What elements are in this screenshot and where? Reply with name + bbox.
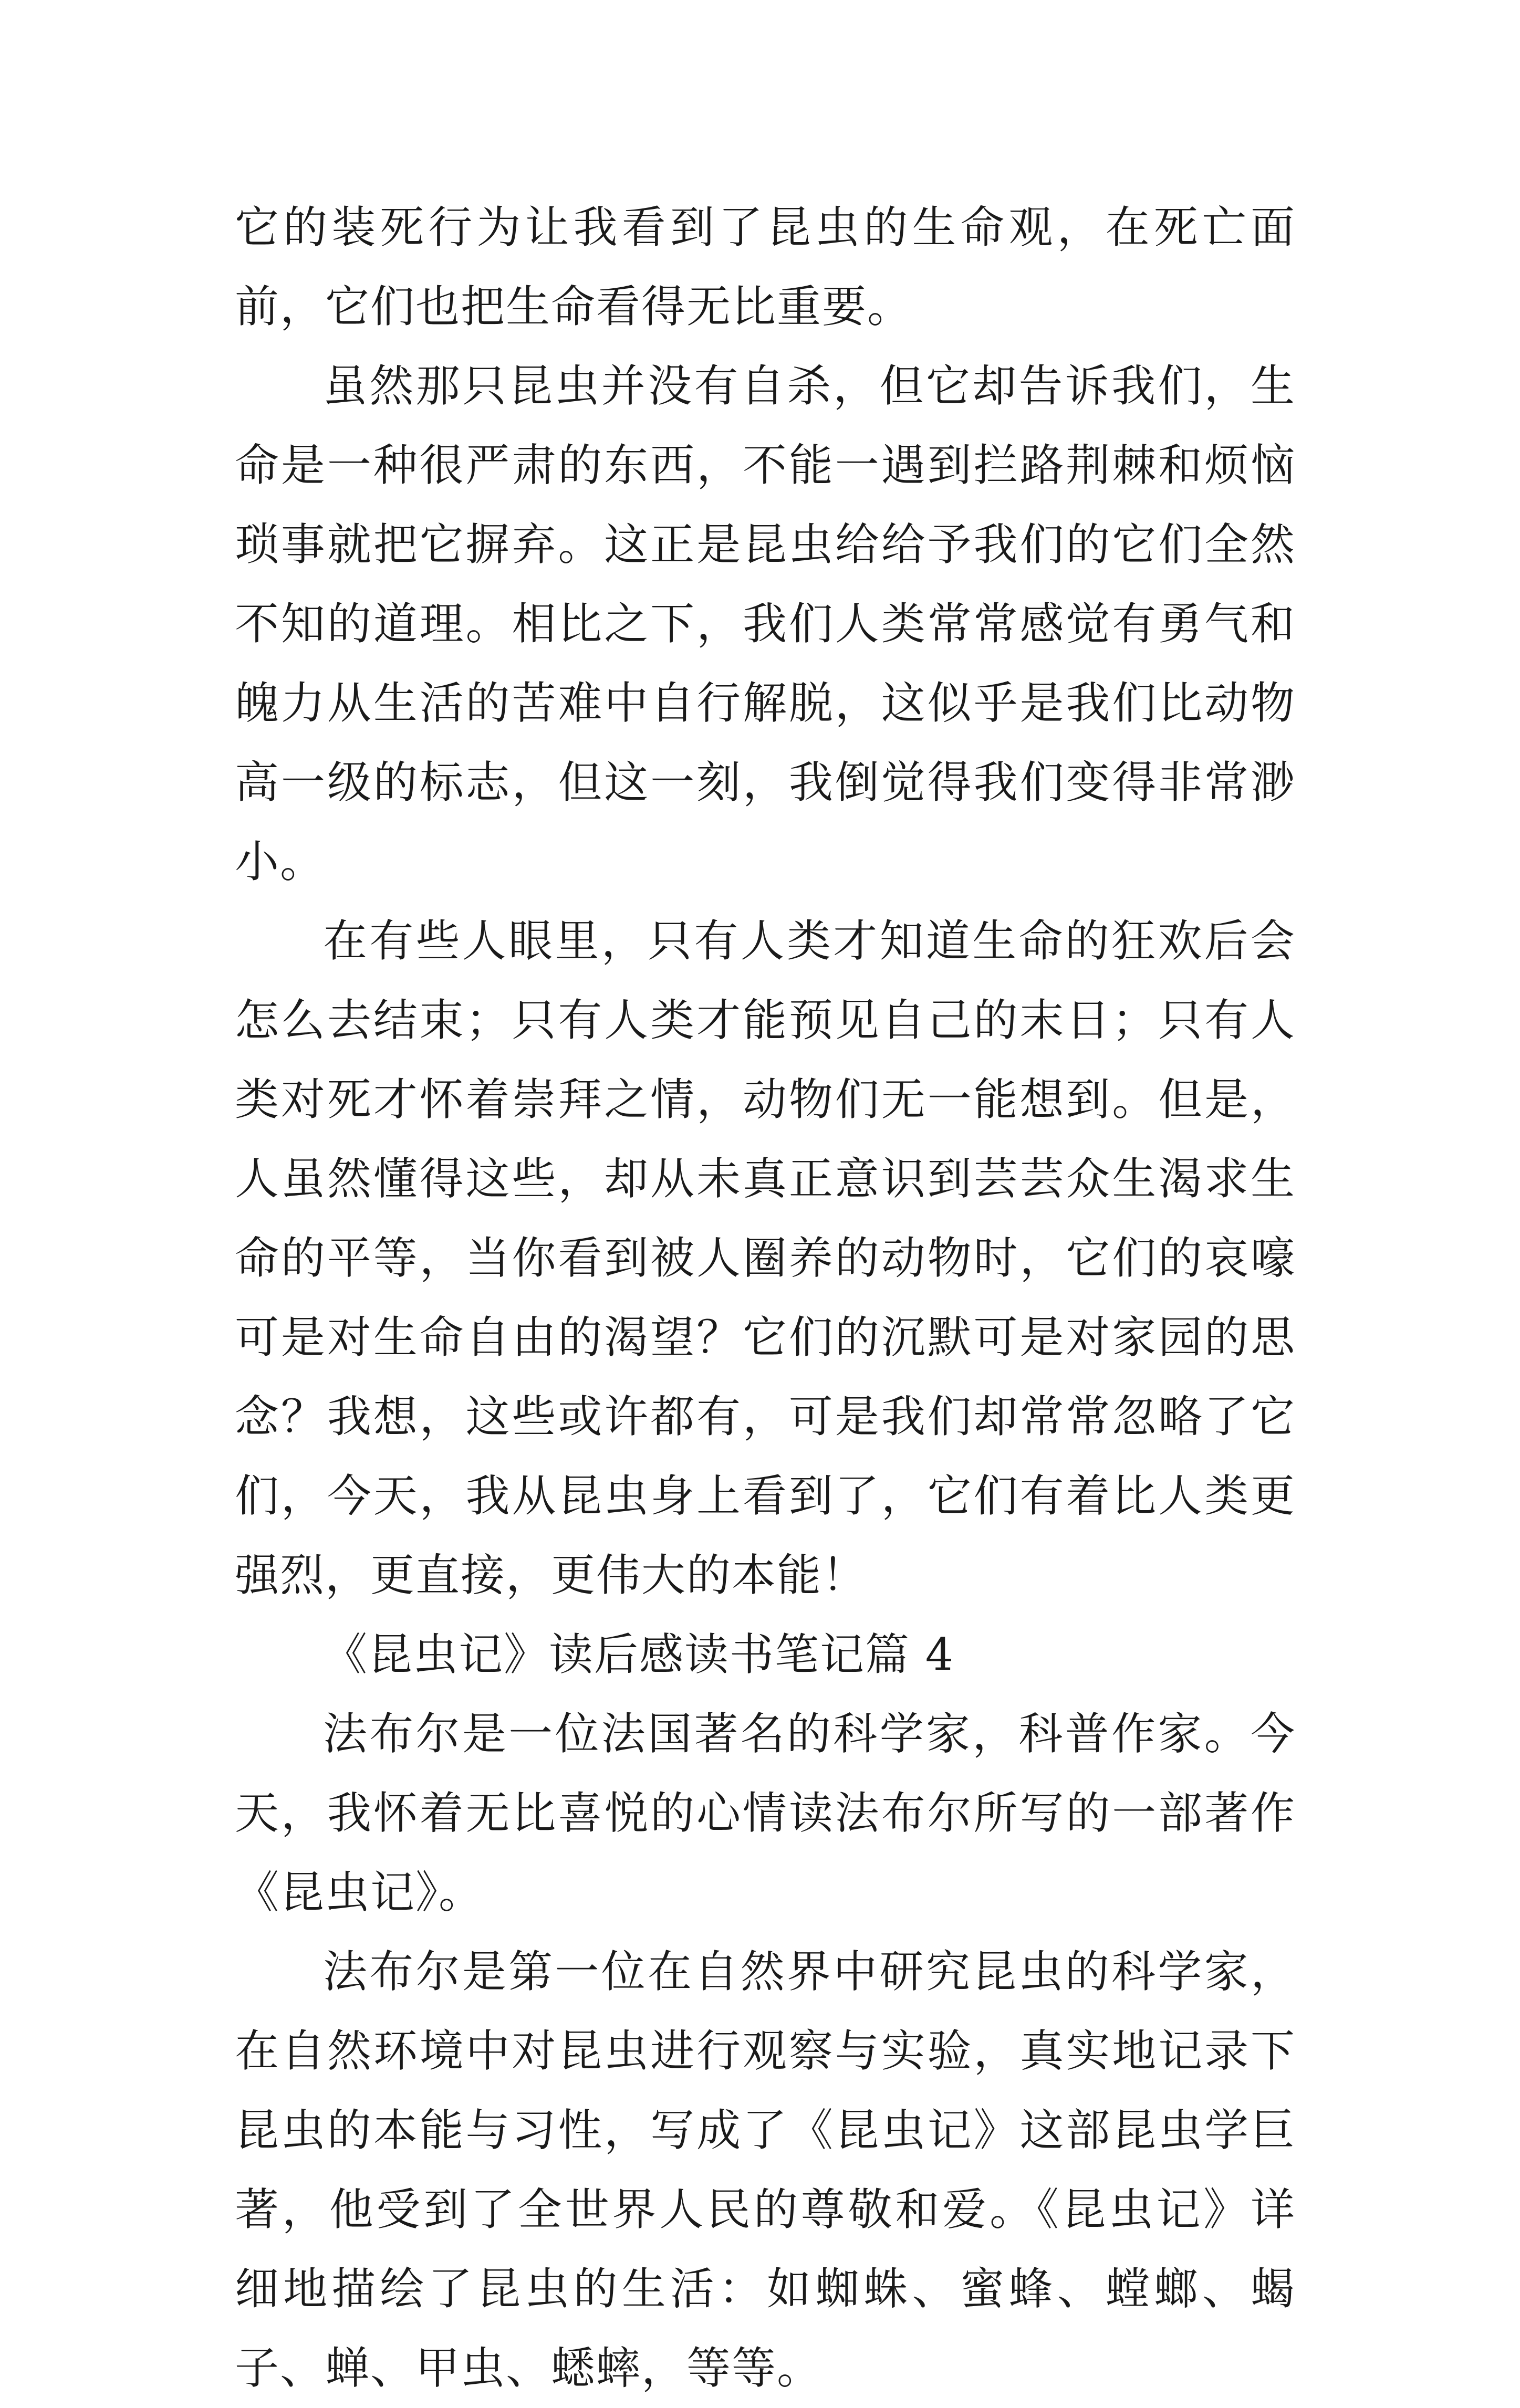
paragraph-fabre-intro: 法布尔是一位法国著名的科学家，科普作家。今天，我怀着无比喜悦的心情读法布尔所写的一部著作《昆虫记》。 <box>235 1708 1296 1918</box>
paragraph-insect-lesson: 虽然那只昆虫并没有自杀，但它却告诉我们，生命是一种很严肃的东西，不能一遇到拦路荆棘和烦恼琐事就把它摒弃。这正是昆虫给给予我们的它们全然不知的道理。相比之下，我们人类常常感觉有勇气和魄力从生活的苦难中自行解脱，这似乎是我们比动物高一级的标志，但这一刻，我倒觉得我们变得非常渺小。 <box>235 360 1296 887</box>
paragraph-fabre-research: 法布尔是第一位在自然界中研究昆虫的科学家，在自然环境中对昆虫进行观察与实验，真实地记录下昆虫的本能与习性，写成了《昆虫记》这部昆虫学巨著，他受到了全世界人民的尊敬和爱。《昆虫记》详细地描绘了昆虫的生活：如蜘蛛、蜜蜂、螳螂、蝎子、蝉、甲虫、蟋蟀，等等。 <box>235 1946 1296 2394</box>
section-heading: 《昆虫记》读后感读书笔记篇 4 <box>323 1629 955 1680</box>
document-body <box>235 188 1296 2408</box>
paragraph-human-animal: 在有些人眼里，只有人类才知道生命的狂欢后会怎么去结束；只有人类才能预见自己的末日；只有人类对死才怀着崇拜之情，动物们无一能想到。但是，人虽然懂得这些，却从未真正意识到芸芸众生渴求生命的平等，当你看到被人圈养的动物时，它们的哀嚎可是对生命自由的渴望？它们的沉默可是对家园的思念？我想，这些或许都有，可是我们却常常忽略了它们，今天，我从昆虫身上看到了，它们有着比人类更强烈，更直接，更伟大的本能！ <box>235 915 1296 1601</box>
paragraph-continuation: 它的装死行为让我看到了昆虫的生命观，在死亡面前，它们也把生命看得无比重要。 <box>235 202 1296 332</box>
